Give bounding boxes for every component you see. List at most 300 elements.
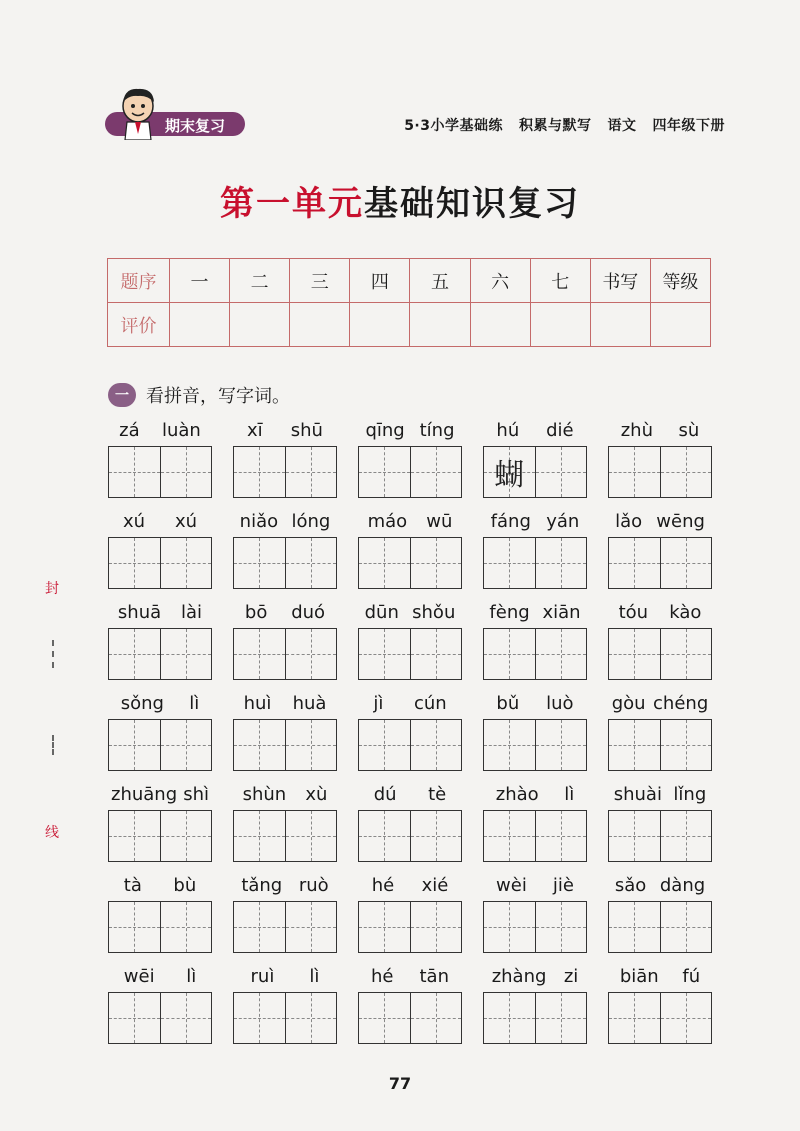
pinyin-syllable: tà — [123, 875, 142, 896]
eval-score-row — [108, 303, 711, 347]
pinyin-syllable: xié — [421, 875, 449, 896]
writing-box[interactable] — [609, 811, 660, 861]
writing-box-pair — [233, 628, 337, 680]
pinyin-syllable: shuài — [613, 784, 662, 805]
page-title — [0, 176, 800, 225]
writing-box[interactable] — [234, 720, 285, 770]
written-character — [109, 629, 160, 679]
written-character — [359, 447, 410, 497]
writing-box-pair — [483, 719, 587, 771]
row-label-eval: 评价 — [108, 303, 170, 347]
pinyin-label — [108, 966, 212, 990]
written-character — [661, 902, 712, 952]
writing-box[interactable] — [359, 720, 410, 770]
pinyin-syllable: shǒu — [412, 602, 456, 623]
written-character — [484, 720, 535, 770]
pinyin-item — [108, 875, 212, 953]
written-character — [536, 629, 587, 679]
pinyin-label — [358, 602, 462, 626]
written-character — [359, 629, 410, 679]
writing-box[interactable] — [160, 811, 212, 861]
pinyin-label — [108, 784, 212, 808]
writing-box[interactable] — [234, 993, 285, 1043]
writing-box[interactable] — [609, 447, 660, 497]
writing-box[interactable] — [160, 447, 212, 497]
pinyin-label — [108, 875, 212, 899]
written-character — [234, 902, 285, 952]
written-character — [411, 993, 462, 1043]
pinyin-syllable: xù — [305, 784, 328, 805]
writing-box[interactable] — [359, 993, 410, 1043]
binding-mark-line: 线 — [45, 825, 59, 841]
pinyin-label — [108, 511, 212, 535]
pinyin-item — [358, 875, 462, 953]
writing-box[interactable] — [484, 811, 535, 861]
pinyin-syllable: zhàng — [491, 966, 547, 987]
pinyin-label — [233, 693, 337, 717]
pinyin-syllable: bù — [173, 875, 197, 896]
pinyin-label — [233, 966, 337, 990]
pinyin-syllable: wēi — [123, 966, 155, 987]
written-character — [484, 538, 535, 588]
pinyin-label — [233, 420, 337, 444]
pinyin-syllable: lóng — [291, 511, 331, 532]
writing-box[interactable] — [285, 720, 337, 770]
written-character — [484, 811, 535, 861]
pinyin-syllable: dūn — [364, 602, 399, 623]
written-character — [411, 811, 462, 861]
writing-box[interactable] — [410, 629, 462, 679]
writing-box[interactable] — [535, 811, 587, 861]
pinyin-syllable: bǔ — [496, 693, 520, 714]
score-cell[interactable] — [650, 303, 710, 347]
pinyin-item — [233, 602, 337, 680]
writing-box[interactable] — [285, 538, 337, 588]
written-character — [661, 447, 712, 497]
writing-box[interactable] — [660, 538, 712, 588]
writing-box[interactable] — [660, 811, 712, 861]
written-character — [234, 538, 285, 588]
writing-box-pair — [358, 537, 462, 589]
pinyin-syllable: luò — [546, 693, 574, 714]
writing-box[interactable] — [410, 720, 462, 770]
pinyin-item — [358, 511, 462, 589]
writing-box[interactable] — [109, 902, 160, 952]
section-instruction: 看拼音，写字词。 — [146, 386, 290, 407]
writing-box[interactable] — [234, 447, 285, 497]
writing-box[interactable] — [535, 447, 587, 497]
writing-box[interactable] — [609, 538, 660, 588]
pinyin-syllable: máo — [367, 511, 408, 532]
col-3: 三 — [290, 259, 350, 303]
writing-box[interactable] — [234, 902, 285, 952]
writing-box[interactable] — [660, 720, 712, 770]
pinyin-syllable: fáng — [490, 511, 531, 532]
pinyin-syllable: gòu — [611, 693, 646, 714]
pinyin-item — [483, 784, 587, 862]
writing-box[interactable] — [609, 902, 660, 952]
pinyin-syllable: hé — [371, 966, 394, 987]
pinyin-label — [608, 511, 712, 535]
written-character — [359, 902, 410, 952]
score-cell[interactable] — [230, 303, 290, 347]
writing-box-pair — [608, 628, 712, 680]
writing-box[interactable] — [285, 629, 337, 679]
pinyin-syllable: yán — [546, 511, 580, 532]
section-number: 一 — [108, 383, 136, 407]
pinyin-syllable: cún — [413, 693, 447, 714]
writing-box-pair — [108, 901, 212, 953]
title-topic: 基础知识复习 — [364, 184, 580, 224]
writing-box[interactable] — [109, 720, 160, 770]
written-character — [411, 720, 462, 770]
writing-box[interactable] — [660, 447, 712, 497]
writing-box[interactable] — [410, 447, 462, 497]
binding-dashes — [52, 735, 54, 755]
writing-box[interactable] — [109, 993, 160, 1043]
pinyin-label — [608, 784, 712, 808]
writing-box[interactable] — [109, 811, 160, 861]
written-character — [609, 993, 660, 1043]
written-character — [661, 538, 712, 588]
pinyin-item — [608, 966, 712, 1044]
col-5: 五 — [410, 259, 470, 303]
pinyin-syllable: dié — [546, 420, 574, 441]
written-character — [161, 720, 212, 770]
writing-box[interactable] — [160, 629, 212, 679]
pinyin-label — [608, 602, 712, 626]
writing-box[interactable] — [285, 902, 337, 952]
pinyin-label — [483, 511, 587, 535]
pinyin-syllable: wēng — [656, 511, 705, 532]
writing-box-pair — [233, 810, 337, 862]
written-character — [234, 629, 285, 679]
pinyin-syllable: xú — [122, 511, 146, 532]
col-2: 二 — [230, 259, 290, 303]
score-cell[interactable] — [350, 303, 410, 347]
pinyin-syllable: lì — [309, 966, 320, 987]
writing-box[interactable] — [535, 538, 587, 588]
pinyin-syllable: huì — [243, 693, 272, 714]
written-character — [661, 993, 712, 1043]
pinyin-label — [608, 966, 712, 990]
pinyin-label — [108, 602, 212, 626]
pinyin-item — [108, 511, 212, 589]
writing-box-pair — [108, 719, 212, 771]
writing-box-pair — [233, 537, 337, 589]
writing-box[interactable] — [359, 629, 410, 679]
writing-box-pair — [108, 992, 212, 1044]
pinyin-label — [108, 693, 212, 717]
pinyin-syllable: duó — [291, 602, 326, 623]
page-number: 77 — [388, 1074, 412, 1093]
pinyin-item — [108, 602, 212, 680]
pinyin-syllable: biān — [619, 966, 659, 987]
written-character: 蝴 — [494, 458, 525, 493]
writing-box-pair — [233, 901, 337, 953]
writing-box-pair — [358, 628, 462, 680]
pinyin-item — [358, 602, 462, 680]
pinyin-syllable: shuā — [117, 602, 162, 623]
pinyin-label — [358, 966, 462, 990]
written-character — [609, 629, 660, 679]
pinyin-item — [608, 420, 712, 498]
pinyin-item — [233, 966, 337, 1044]
pinyin-syllable: xī — [247, 420, 263, 441]
pinyin-syllable: zhào — [495, 784, 539, 805]
writing-box-pair — [358, 901, 462, 953]
pinyin-syllable: lǐng — [673, 784, 707, 805]
pinyin-item — [358, 693, 462, 771]
writing-box[interactable] — [410, 538, 462, 588]
written-character — [359, 538, 410, 588]
pinyin-item — [233, 420, 337, 498]
pinyin-label — [233, 511, 337, 535]
pinyin-item — [608, 511, 712, 589]
pinyin-syllable: tān — [419, 966, 449, 987]
subject-name: 语文 — [607, 118, 637, 134]
writing-box-pair — [608, 992, 712, 1044]
writing-box[interactable] — [160, 902, 212, 952]
pinyin-label — [483, 602, 587, 626]
writing-box[interactable] — [234, 811, 285, 861]
pinyin-item — [608, 784, 712, 862]
written-character — [161, 993, 212, 1043]
written-character — [286, 811, 337, 861]
written-character — [609, 902, 660, 952]
writing-box[interactable] — [109, 538, 160, 588]
writing-box[interactable] — [484, 538, 535, 588]
pinyin-item — [358, 966, 462, 1044]
pinyin-syllable: zá — [119, 420, 140, 441]
writing-box[interactable] — [660, 993, 712, 1043]
written-character — [661, 629, 712, 679]
pinyin-syllable: lì — [564, 784, 575, 805]
pinyin-syllable: lǎo — [615, 511, 643, 532]
pinyin-syllable: hé — [371, 875, 395, 896]
row-label-order: 题序 — [108, 259, 170, 303]
written-character — [411, 902, 462, 952]
score-cell[interactable] — [170, 303, 230, 347]
written-character — [234, 720, 285, 770]
pinyin-syllable: huà — [292, 693, 327, 714]
pinyin-syllable: jì — [373, 693, 384, 714]
pinyin-grid — [108, 420, 716, 1044]
writing-box[interactable] — [410, 902, 462, 952]
pinyin-item — [358, 784, 462, 862]
written-character — [536, 720, 587, 770]
pinyin-syllable: bō — [244, 602, 268, 623]
pinyin-syllable: ruò — [298, 875, 329, 896]
pinyin-syllable: fèng — [489, 602, 530, 623]
writing-box-pair — [108, 628, 212, 680]
written-character — [536, 902, 587, 952]
written-character — [286, 447, 337, 497]
written-character — [536, 993, 587, 1043]
score-cell[interactable] — [410, 303, 470, 347]
writing-box[interactable] — [484, 447, 535, 497]
pinyin-syllable: dàng — [659, 875, 706, 896]
pinyin-syllable: xú — [174, 511, 198, 532]
writing-box[interactable] — [160, 720, 212, 770]
col-7: 七 — [530, 259, 590, 303]
book-header — [404, 115, 725, 135]
writing-box[interactable] — [609, 629, 660, 679]
written-character — [609, 447, 660, 497]
written-character — [286, 720, 337, 770]
writing-box[interactable] — [234, 538, 285, 588]
writing-box[interactable] — [109, 629, 160, 679]
writing-box-pair — [608, 810, 712, 862]
col-4: 四 — [350, 259, 410, 303]
writing-box-pair — [108, 810, 212, 862]
writing-box-pair — [483, 901, 587, 953]
pinyin-label — [483, 693, 587, 717]
written-character — [286, 629, 337, 679]
written-character — [109, 993, 160, 1043]
written-character — [234, 811, 285, 861]
pinyin-syllable: shū — [290, 420, 323, 441]
written-character — [161, 902, 212, 952]
pinyin-syllable: fú — [682, 966, 701, 987]
writing-box[interactable] — [484, 720, 535, 770]
written-character — [109, 447, 160, 497]
pinyin-label — [233, 875, 337, 899]
writing-box[interactable] — [285, 811, 337, 861]
pinyin-syllable: lì — [186, 966, 197, 987]
pinyin-syllable: lì — [189, 693, 200, 714]
pinyin-label — [358, 511, 462, 535]
writing-box-pair — [233, 992, 337, 1044]
pinyin-syllable: sǎo — [614, 875, 647, 896]
writing-box-pair — [608, 901, 712, 953]
writing-box[interactable] — [484, 629, 535, 679]
written-character — [484, 902, 535, 952]
score-cell[interactable] — [470, 303, 530, 347]
pinyin-syllable: tǎng — [241, 875, 283, 896]
pinyin-syllable: dú — [373, 784, 397, 805]
col-writing: 书写 — [590, 259, 650, 303]
pinyin-label — [483, 875, 587, 899]
pinyin-item — [108, 420, 212, 498]
writing-box[interactable] — [535, 720, 587, 770]
writing-box[interactable] — [359, 902, 410, 952]
writing-box[interactable] — [535, 902, 587, 952]
pinyin-label — [358, 875, 462, 899]
writing-box[interactable] — [234, 629, 285, 679]
writing-box[interactable] — [359, 538, 410, 588]
binding-dashes — [52, 640, 54, 668]
writing-box-pair — [108, 537, 212, 589]
pinyin-item — [608, 693, 712, 771]
writing-box[interactable] — [535, 993, 587, 1043]
title-unit: 第一单元 — [220, 184, 364, 224]
pinyin-item — [483, 693, 587, 771]
pinyin-syllable: hú — [496, 420, 520, 441]
writing-box-pair — [358, 446, 462, 498]
writing-box[interactable] — [609, 993, 660, 1043]
written-character — [161, 629, 212, 679]
writing-box-pair — [483, 628, 587, 680]
writing-box[interactable] — [660, 629, 712, 679]
pinyin-label — [483, 966, 587, 990]
pinyin-item — [483, 420, 587, 498]
writing-box[interactable] — [359, 447, 410, 497]
evaluation-table — [107, 258, 711, 347]
writing-box[interactable] — [160, 993, 212, 1043]
writing-box[interactable] — [410, 993, 462, 1043]
pinyin-syllable: zi — [563, 966, 579, 987]
writing-box-pair — [483, 537, 587, 589]
writing-box[interactable] — [484, 993, 535, 1043]
written-character — [609, 811, 660, 861]
pinyin-item — [358, 420, 462, 498]
writing-box[interactable] — [535, 629, 587, 679]
writing-box[interactable] — [410, 811, 462, 861]
pinyin-syllable: shì — [183, 784, 209, 805]
writing-box[interactable] — [109, 447, 160, 497]
writing-box[interactable] — [285, 447, 337, 497]
written-character — [161, 447, 212, 497]
eval-header-row — [108, 259, 711, 303]
col-1: 一 — [170, 259, 230, 303]
pinyin-item — [233, 784, 337, 862]
pinyin-item — [483, 966, 587, 1044]
written-character — [109, 811, 160, 861]
pinyin-syllable: sù — [678, 420, 700, 441]
writing-box[interactable] — [609, 720, 660, 770]
pinyin-item — [608, 875, 712, 953]
written-character — [609, 720, 660, 770]
written-character — [109, 720, 160, 770]
written-character — [359, 811, 410, 861]
writing-box-pair — [233, 719, 337, 771]
mascot-icon — [113, 84, 163, 140]
written-character — [161, 538, 212, 588]
written-character — [359, 720, 410, 770]
writing-box[interactable] — [285, 993, 337, 1043]
book-name: 积累与默写 — [519, 118, 592, 134]
writing-box-pair — [358, 719, 462, 771]
score-cell[interactable] — [590, 303, 650, 347]
written-character — [484, 629, 535, 679]
writing-box[interactable] — [359, 811, 410, 861]
writing-box[interactable] — [660, 902, 712, 952]
written-character — [161, 811, 212, 861]
score-cell[interactable] — [290, 303, 350, 347]
pinyin-label — [608, 693, 712, 717]
pinyin-syllable: shùn — [242, 784, 287, 805]
writing-box-pair — [483, 810, 587, 862]
score-cell[interactable] — [530, 303, 590, 347]
pinyin-syllable: niǎo — [239, 511, 279, 532]
pinyin-item — [233, 875, 337, 953]
written-character — [109, 902, 160, 952]
pinyin-item — [483, 602, 587, 680]
writing-box-pair — [608, 719, 712, 771]
writing-box[interactable] — [484, 902, 535, 952]
pinyin-label — [608, 420, 712, 444]
written-character — [536, 538, 587, 588]
writing-box[interactable] — [160, 538, 212, 588]
written-character — [536, 811, 587, 861]
writing-box-pair — [233, 446, 337, 498]
pinyin-label — [483, 784, 587, 808]
writing-box-pair — [483, 992, 587, 1044]
pinyin-label — [108, 420, 212, 444]
writing-box-pair — [358, 992, 462, 1044]
pinyin-label — [233, 784, 337, 808]
